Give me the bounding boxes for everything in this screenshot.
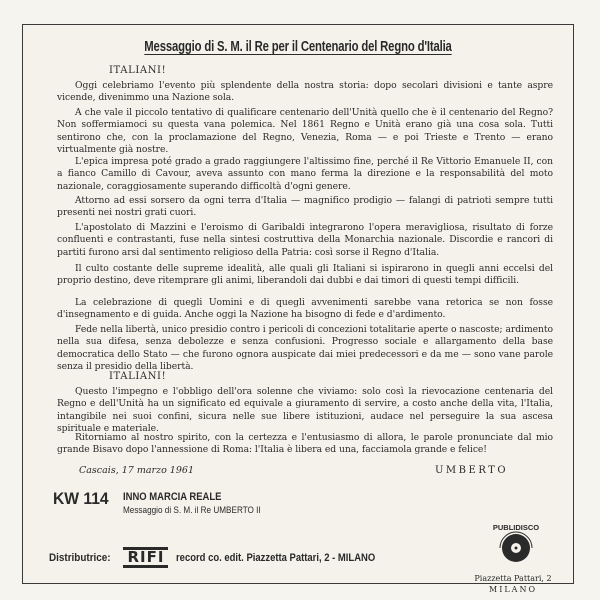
message-paragraph: Questo l'impegno e l'obbligo dell'ora solenne che viviamo: solo così la rievocazione centenaria del Regno e dell'Unità ha un significato ed equivale a giuramento di servire, a costo anche della vita, l'Italia, intangibile nei suoi confini, sicura nelle sue libere istituzioni, audace nel perseguire la sua ascesa spirituale e materiale. [57,386,553,435]
publisher-address-block [449,573,577,595]
salutation-second: ITALIANI! [109,371,167,382]
record-subtitle: Messaggio di S. M. il Re UMBERTO II [123,505,261,516]
message-paragraph: Attorno ad essi sorsero da ogni terra d'Italia — magnifico prodigio — falangi di patrioti sempre tutti presenti nei nostri grati cuori. [57,195,553,219]
distributor-details: record co. edit. Piazzetta Pattari, 2 - MILANO [176,551,376,564]
message-paragraph: Fede nella libertà, unico presidio contro i pericoli di concezioni totalitarie aperte o nascoste; ardimento nella sua difesa, senza debolezze e senza confusioni. Progresso sociale e allargamento della base democratica dello Stato — che furono ognora auspicate dai miei predecessori e da me — sono vane parole senza il presidio della libertà. [57,324,553,373]
message-paragraph: L'apostolato di Mazzini e l'eroismo di Garibaldi integrarono l'opera meravigliosa, risultato di forze confluenti e contrastanti, fuse nella sintesi costruttiva della Monarchia nazionale. Discordie e rancori di partiti furono arsi dal sentimento religioso della Patria: così sorse il Regno d'Italia. [57,222,553,258]
message-paragraph: La celebrazione di quegli Uomini e di quegli avvenimenti sarebbe vana retorica se non fosse d'insegnamento e di guida. Anche oggi la Nazione ha bisogno di fede e d'ardimento. [57,297,553,321]
publidisco-logo-text: PUBLIDISCO [492,523,540,532]
message-paragraph: Oggi celebriamo l'evento più splendente della nostra storia: dopo secolari divisioni e tante aspre vicende, divenimmo una Nazione sola. [57,80,553,104]
message-paragraph: L'epica impresa poté grado a grado raggiungere l'altissimo fine, perché il Re Vittorio Emanuele II, con a fianco Camillo di Cavour, aveva assunto con mano ferma la direzione e la responsabilità del moto nazionale, coraggiosamente superando difficoltà d'ogni genere. [57,156,553,192]
message-paragraph: A che vale il piccolo tentativo di qualificare centenario dell'Unità quello che è il centenario del Regno? Non soffermiamoci su questa vana polemica. Nel 1861 Regno e Unità erano già una cosa sola. Tutti sentirono che, con la proclamazione del Regno, Venezia, Roma — e poi Trieste e Trento — erano virtualmente già nostre. [57,107,553,156]
record-sleeve-back [22,24,574,594]
message-paragraph: Il culto costante delle supreme idealità, alle quali gli Italiani si ispirarono in quegli anni eccelsi del proprio destino, deve ritemprare gli animi, liberandoli dai dubbi e dai timori di questi tempi difficili. [57,263,553,287]
document-title: Messaggio di S. M. il Re per il Centenario del Regno d'Italia [144,39,452,55]
publisher-address: Piazzetta Pattari, 2 [474,574,552,583]
distributor-label: Distributrice: [49,551,111,564]
salutation-first: ITALIANI! [109,65,167,76]
publidisco-logo [491,521,541,571]
record-title: INNO MARCIA REALE [123,491,222,503]
record-catalog-code: KW 114 [53,489,109,508]
place-date: Cascais, 17 marzo 1961 [79,465,194,476]
rifi-logo: RIFI [123,547,168,568]
distributor-line [49,547,408,568]
signature: UMBERTO [435,465,509,476]
publisher-city: MILANO [489,585,537,594]
message-paragraph: Ritorniamo al nostro spirito, con la certezza e l'entusiasmo di allora, le parole pronunciate dal mio grande Bisavo dopo l'annessione di Roma: l'Italia è libera ed una, facciamola grande e felice! [57,432,553,456]
